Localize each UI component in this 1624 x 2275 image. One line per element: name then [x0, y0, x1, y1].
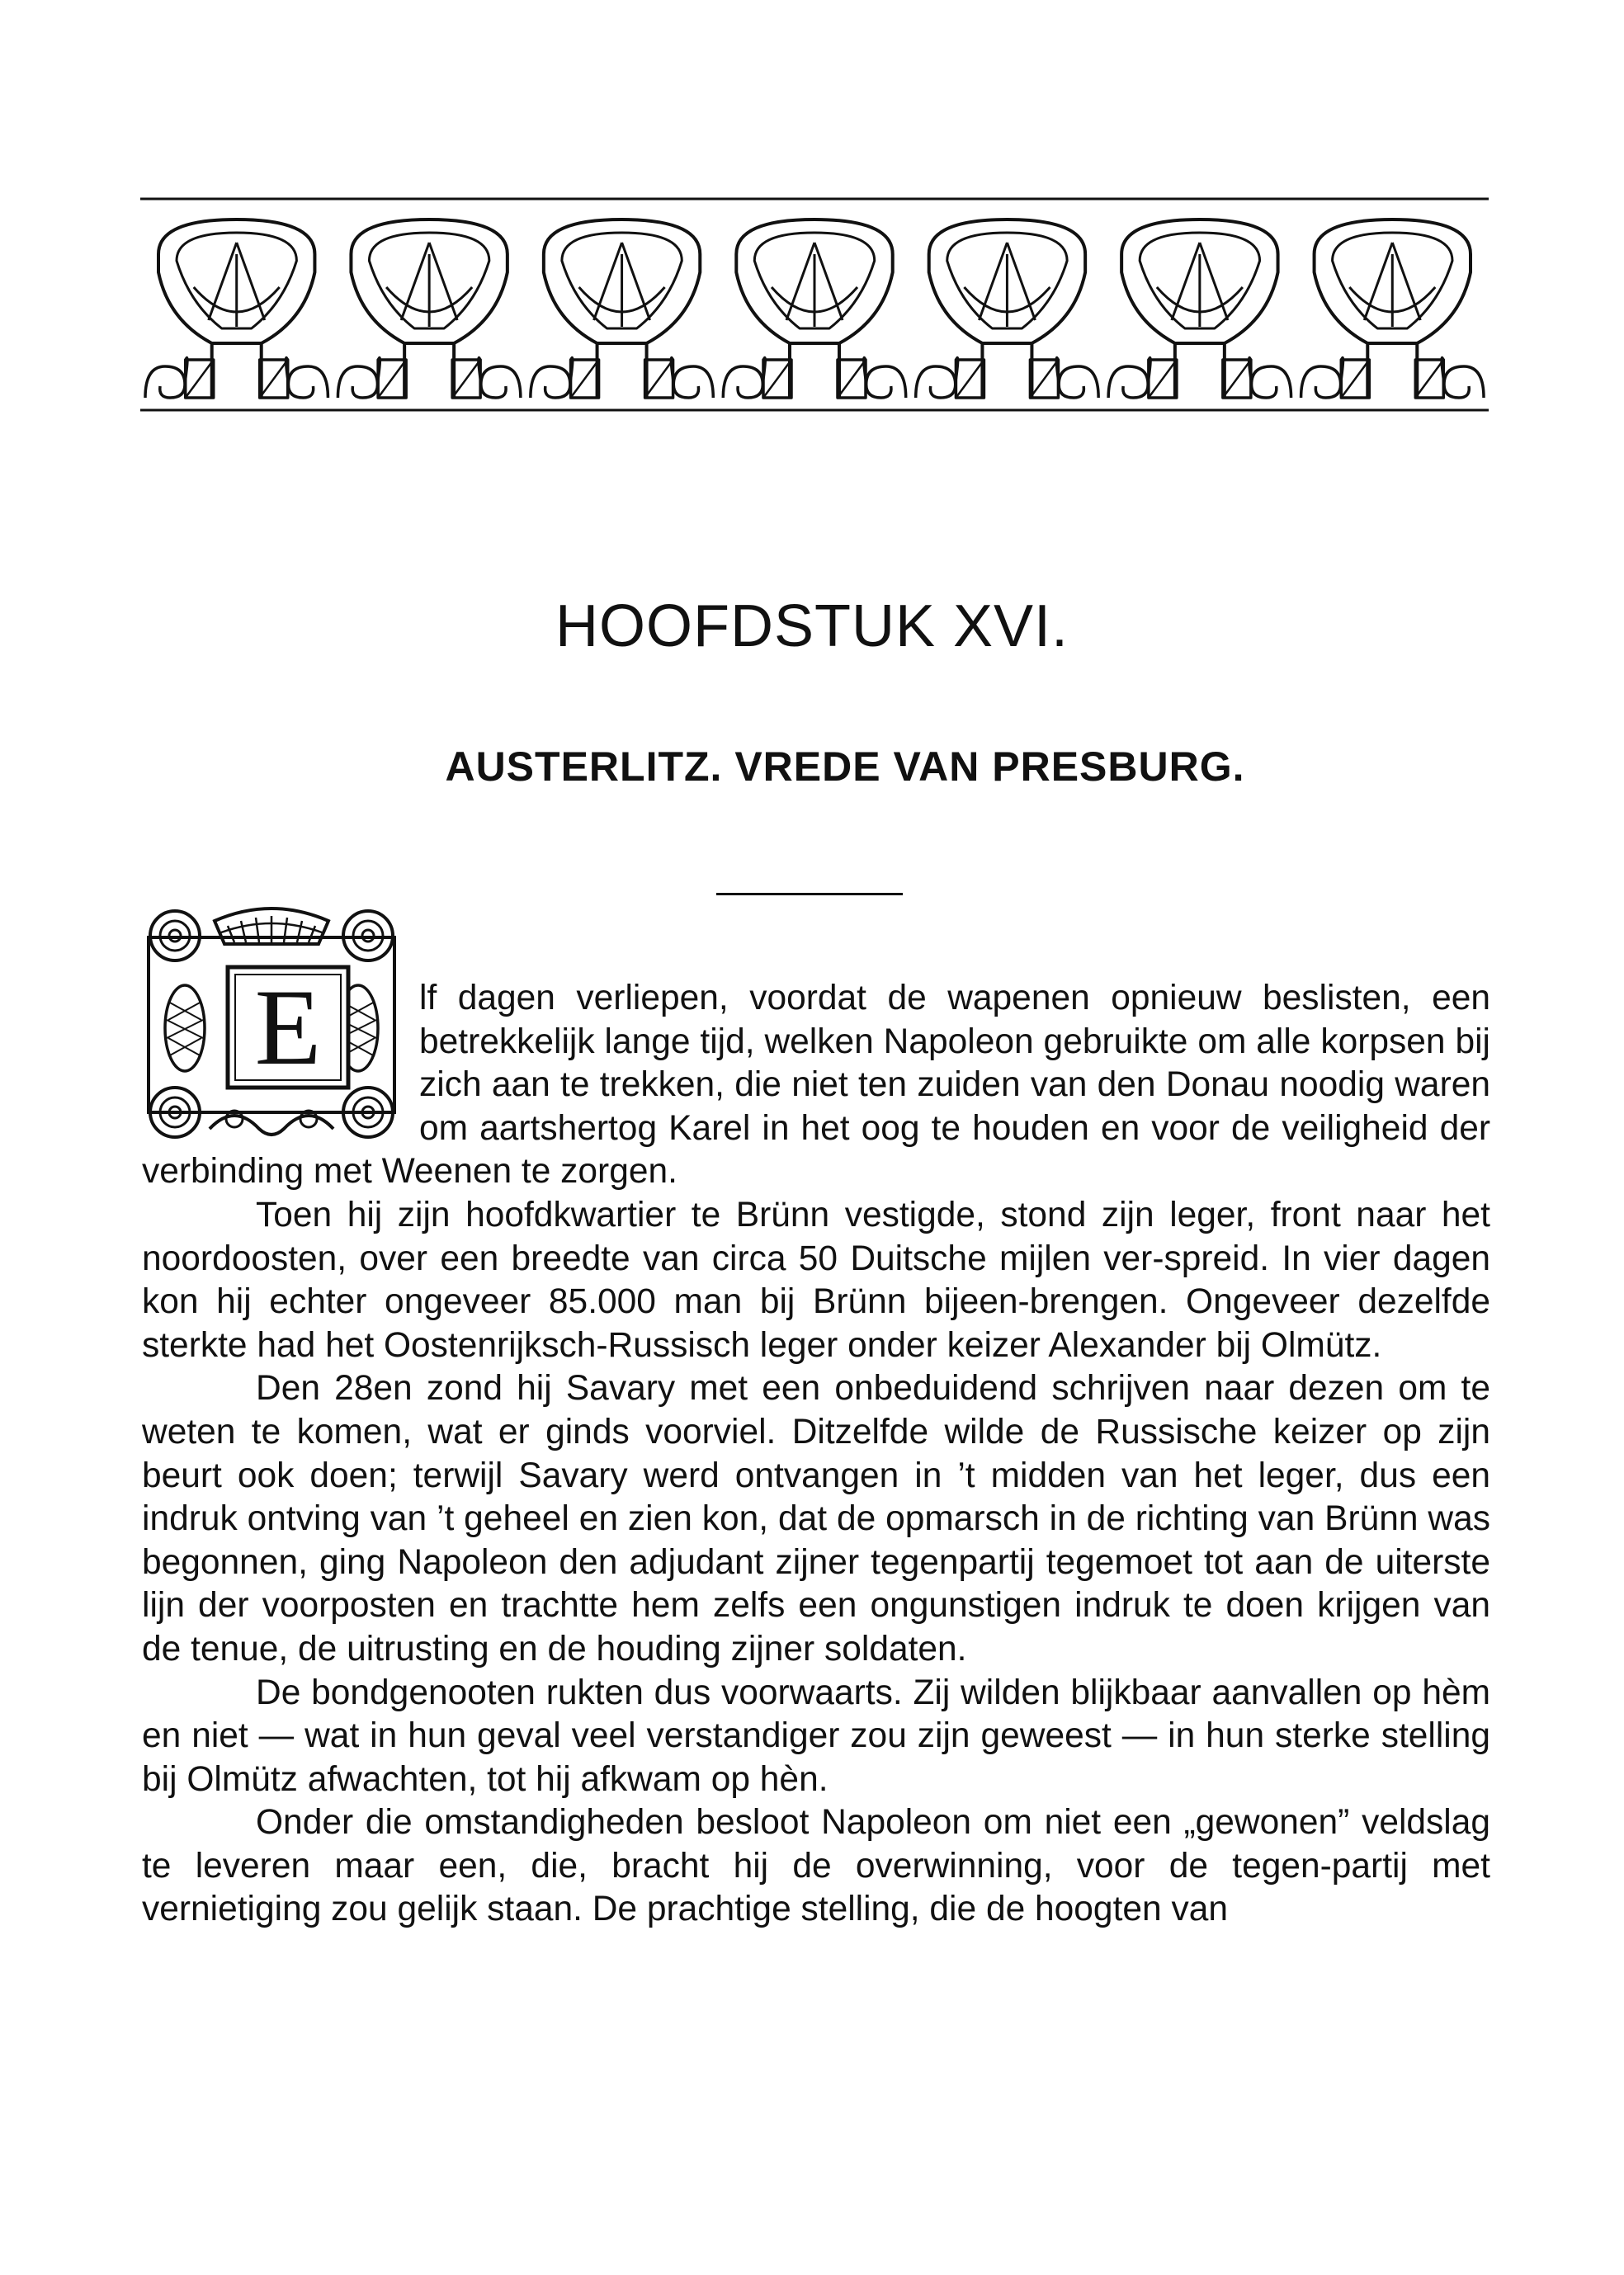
border-motif-icon	[531, 219, 713, 398]
paragraph: Onder die omstandigheden besloot Napoleon om niet een „gewonen” veldslag te leveren maar een, die, bracht hij de overwinning, voor de tegen-partij met vernietiging zou gelijk staan. De prachtige stelling, die de hoogten van	[142, 1803, 1490, 1929]
chapter-subtitle: AUSTERLITZ. VREDE VAN PRESBURG.	[445, 743, 1245, 790]
paragraph	[142, 966, 1490, 1194]
paragraph-text: lf dagen verliepen, voordat de wapenen opnieuw beslisten, een betrekkelijk lange tijd, welken Napoleon gebruikte om alle korpsen bij zich aan te trekken, die niet ten zuiden van den Donau noodig waren om aartshertog Karel in het oog te houden en voor de veiligheid der verbinding met Weenen te zorgen.	[142, 979, 1490, 1192]
ornamental-initial-frame-icon	[135, 896, 408, 1150]
border-motif-icon	[916, 219, 1098, 398]
border-motif-icon	[1108, 219, 1291, 398]
body-text	[142, 966, 1490, 1932]
paragraph: De bondgenooten rukten dus voorwaarts. Zij wilden blijkbaar aanvallen op hèm en niet — wat in hun geval veel verstandiger zou zijn geweest — in hun sterke stelling bij Olmütz afwachten, tot hij afkwam op hèn.	[142, 1673, 1490, 1799]
title-divider	[716, 893, 903, 895]
dropcap-letter: E	[254, 966, 322, 1088]
paragraph: Toen hij zijn hoofdkwartier te Brünn vestigde, stond zijn leger, front naar het noordoosten, over een breedte van circa 50 Duitsche mijlen ver-spreid. In vier dagen kon hij echter ongeveer 85.000 man bij Brünn bijeen-brengen. Ongeveer dezelfde sterkte had het Oostenrijksch-Russisch leger onder keizer Alexander bij Olmütz.	[142, 1195, 1490, 1365]
border-motif-icon	[338, 219, 520, 398]
border-motif-icon	[1301, 219, 1484, 398]
paragraph: Den 28en zond hij Savary met een onbeduidend schrijven naar dezen om te weten te komen, wat er ginds voorviel. Ditzelfde wilde de Russische keizer op zijn beurt ook doen; terwijl Savary werd ontvangen in ’t midden van het leger, dus een indruk ontving van ’t geheel en zien kon, dat de opmarsch in de richting van Brünn was begonnen, ging Napoleon den adjudant zijner tegenpartij tegemoet tot aan de uiterste lijn der voorposten en trachtte hem zelfs een ongunstigen indruk te doen krijgen van de tenue, de uitrusting en de houding zijner soldaten.	[142, 1369, 1490, 1668]
chapter-title: HOOFDSTUK XVI.	[555, 593, 1069, 659]
border-motif-icon	[723, 219, 905, 398]
art-nouveau-border-icon	[140, 196, 1489, 413]
border-motif-icon	[145, 219, 328, 398]
